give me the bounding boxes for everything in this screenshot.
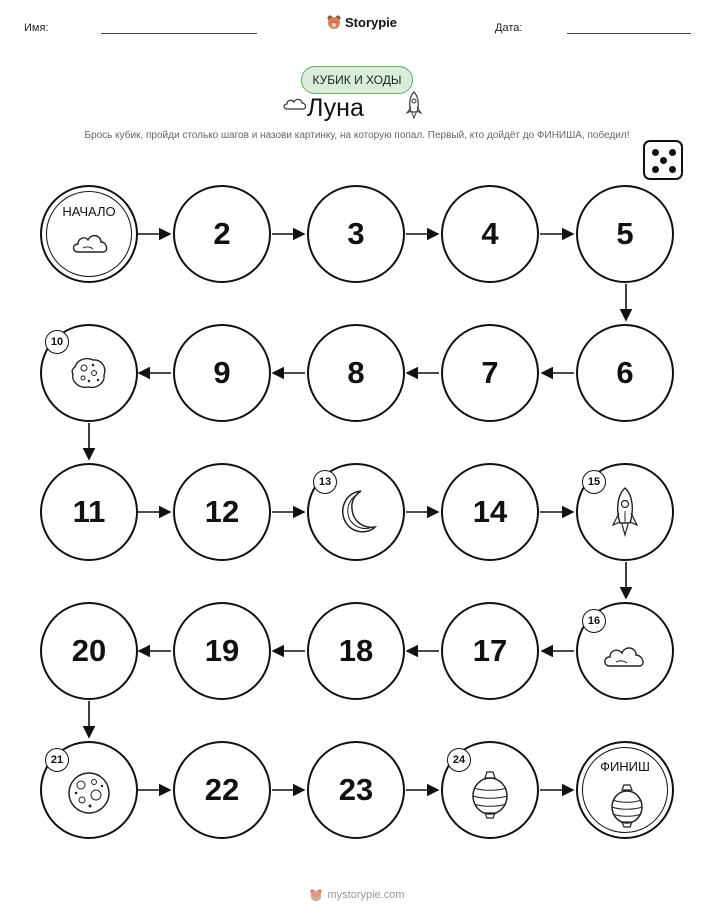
asteroid-icon bbox=[67, 353, 111, 393]
cell-number: 12 bbox=[204, 494, 240, 529]
instructions: Брось кубик, пройди столько шагов и назови картинку, на которую попал. Первый, кто дойдёт до ФИНИША, победил! bbox=[84, 130, 630, 141]
footer-url[interactable]: mystorypie.com bbox=[327, 889, 405, 901]
cell-11 bbox=[40, 463, 138, 561]
cell-7 bbox=[441, 324, 539, 422]
cell-14 bbox=[441, 463, 539, 561]
cell-badge-21: 21 bbox=[45, 748, 69, 772]
cell-23 bbox=[307, 741, 405, 839]
finish-cell bbox=[576, 741, 674, 839]
bear-logo-icon bbox=[309, 888, 323, 902]
cell-number: 18 bbox=[338, 633, 374, 668]
cell-number: 9 bbox=[213, 355, 231, 390]
cell-5 bbox=[576, 185, 674, 283]
cell-4 bbox=[441, 185, 539, 283]
cell-badge-10: 10 bbox=[45, 330, 69, 354]
cell-number: 19 bbox=[204, 633, 240, 668]
cell-19 bbox=[173, 602, 271, 700]
cell-17 bbox=[441, 602, 539, 700]
brand-name: Storypie bbox=[345, 14, 398, 30]
cell-number: 4 bbox=[481, 216, 499, 251]
cell-badge-16: 16 bbox=[582, 609, 606, 633]
finish-label: ФИНИШ bbox=[600, 759, 650, 774]
cell-number: 3 bbox=[347, 216, 365, 251]
planet-icon bbox=[609, 781, 645, 829]
name-label: Имя: bbox=[24, 22, 49, 34]
cell-number: 20 bbox=[71, 633, 107, 668]
page-title: Луна bbox=[307, 94, 364, 122]
cell-number: 11 bbox=[72, 494, 106, 529]
moon-craters-icon bbox=[66, 770, 112, 816]
cell-number: 17 bbox=[472, 633, 508, 668]
footer bbox=[0, 888, 714, 902]
cell-12 bbox=[173, 463, 271, 561]
cell-number: 6 bbox=[616, 355, 634, 390]
cell-18 bbox=[307, 602, 405, 700]
crescent-moon-icon bbox=[333, 487, 379, 537]
cell-6 bbox=[576, 324, 674, 422]
cell-3 bbox=[307, 185, 405, 283]
cell-number: 22 bbox=[204, 772, 240, 807]
date-label: Дата: bbox=[495, 22, 523, 34]
cell-badge-24: 24 bbox=[447, 748, 471, 772]
cell-badge-13: 13 bbox=[313, 470, 337, 494]
cell-9 bbox=[173, 324, 271, 422]
cell-number: 8 bbox=[347, 355, 365, 390]
cell-22 bbox=[173, 741, 271, 839]
cloud-icon bbox=[69, 227, 113, 257]
planet-icon bbox=[470, 766, 510, 820]
rocket-icon bbox=[608, 485, 642, 539]
cell-badge-15: 15 bbox=[582, 470, 606, 494]
cell-2 bbox=[173, 185, 271, 283]
start-label: НАЧАЛО bbox=[62, 204, 116, 219]
cell-number: 5 bbox=[616, 216, 634, 251]
cell-number: 23 bbox=[338, 772, 374, 807]
cell-number: 2 bbox=[213, 216, 231, 251]
cloud-icon bbox=[600, 639, 650, 671]
cell-number: 7 bbox=[481, 355, 499, 390]
game-badge: КУБИК И ХОДЫ bbox=[301, 66, 413, 94]
cell-20 bbox=[40, 602, 138, 700]
cell-8 bbox=[307, 324, 405, 422]
start-cell bbox=[40, 185, 138, 283]
cell-number: 14 bbox=[472, 494, 508, 529]
